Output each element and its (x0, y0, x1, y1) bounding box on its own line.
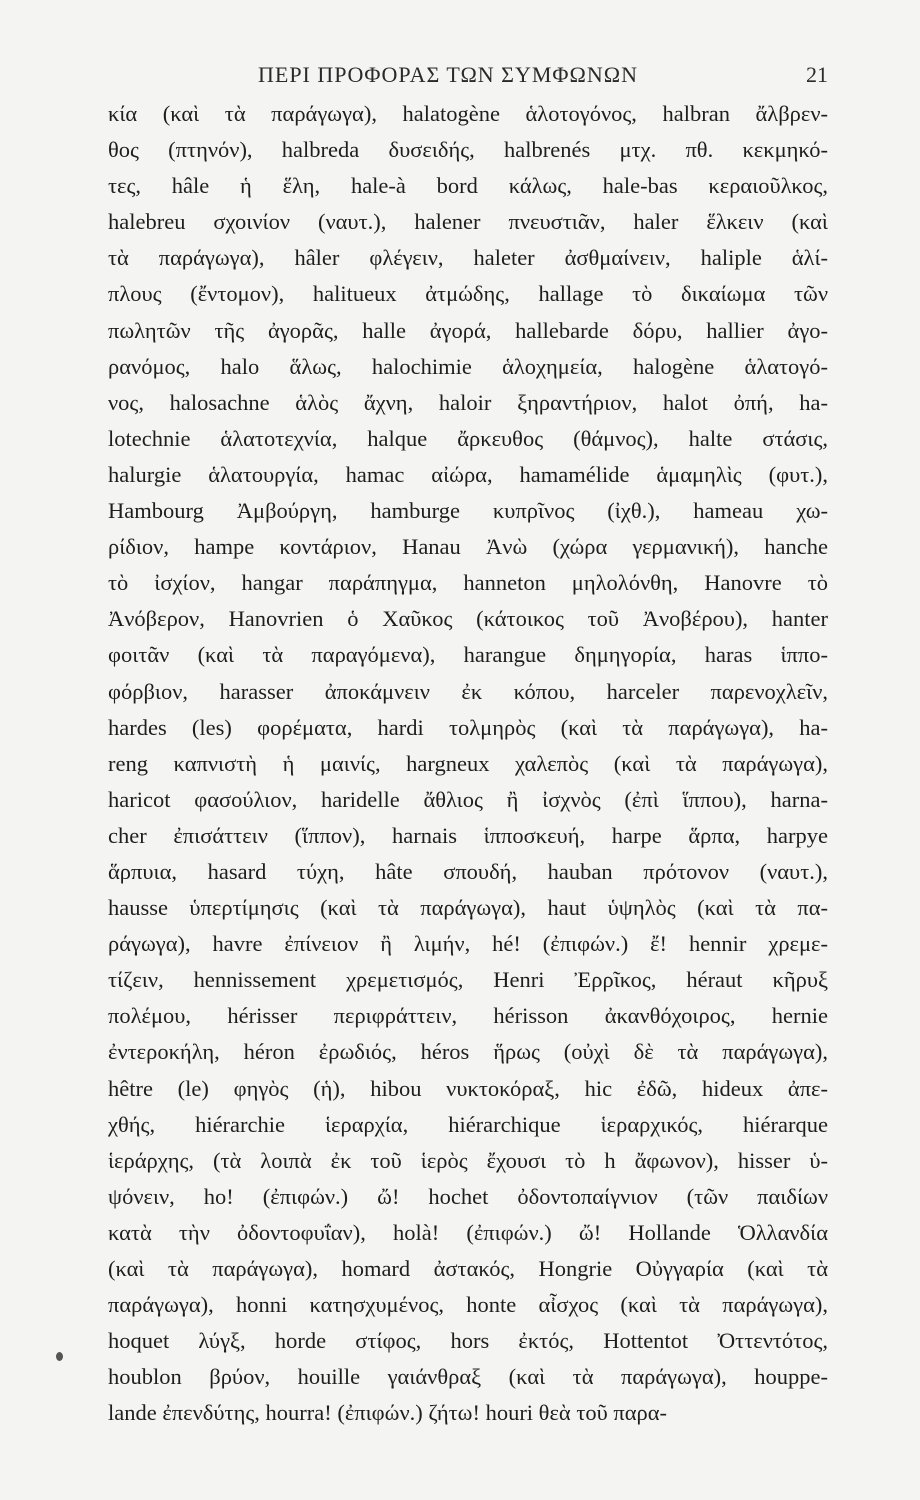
text-line: χθής, hiérarchie ἱεραρχία, hiérarchique ἱεραρχικός, hiérarque (108, 1111, 828, 1137)
text-line: hardes (les) φορέματα, hardi τολμηρὸς (καὶ τὰ παράγωγα), ha- (108, 714, 828, 740)
ink-speck (56, 1352, 63, 1361)
text-line: τὸ ἰσχίον, hangar παράπηγμα, hanneton μηλολόνθη, Hanovre τὸ (108, 570, 828, 596)
text-line: lotechnie ἁλατοτεχνία, halque ἄρκευθος (θάμνος), halte στάσις, (108, 425, 828, 451)
text-line: νος, halosachne ἁλὸς ἄχνη, haloir ξηραντήριον, halot ὀπή, ha- (108, 389, 828, 415)
text-line: reng καπνιστὴ ἡ μαινίς, hargneux χαλεπὸς (καὶ τὰ παράγωγα), (108, 750, 828, 776)
text-line: halurgie ἁλατουργία, hamac αἰώρα, hamamélide ἁμαμηλὶς (φυτ.), (108, 461, 828, 487)
text-line: Hambourg Ἀμβούργη, hamburge κυπρῖνος (ἰχθ.), hameau χω- (108, 498, 828, 524)
text-line: τες, hâle ἡ ἕλη, hale-à bord κάλως, hale-bas κεραιοῦλκος, (108, 173, 828, 199)
text-line: τίζειν, hennissement χρεμετισμός, Henri Ἐρρῖκος, héraut κῆρυξ (108, 967, 828, 993)
text-line: hausse ὑπερτίμησις (καὶ τὰ παράγωγα), haut ὑψηλὸς (καὶ τὰ πα- (108, 895, 828, 921)
text-line: τὰ παράγωγα), hâler φλέγειν, haleter ἀσθμαίνειν, haliple ἁλί- (108, 245, 828, 271)
text-line: πωλητῶν τῆς ἀγορᾶς, halle ἀγορά, hallebarde δόρυ, hallier ἀγο- (108, 317, 828, 343)
dictionary-text-body (108, 96, 828, 1431)
text-line: ρανόμος, halo ἅλως, halochimie ἁλοχημεία, halogène ἁλατογό- (108, 353, 828, 379)
running-title: ΠΕΡΙ ΠΡΟΦΟΡΑΣ ΤΩΝ ΣΥΜΦΩΝΩΝ (258, 62, 638, 87)
text-line: πολέμου, hérisser περιφράττειν, hérisson ἀκανθόχοιρος, hernie (108, 1003, 828, 1029)
text-line: κία (καὶ τὰ παράγωγα), halatogène ἁλοτογόνος, halbran ἄλβρεν- (108, 101, 828, 126)
text-line: ἅρπυια, hasard τύχη, hâte σπουδή, hauban πρότονον (ναυτ.), (108, 858, 828, 884)
text-line: ἱεράρχης, (τὰ λοιπὰ ἐκ τοῦ ἱερὸς ἔχουσι τὸ h ἄφωνον), hisser ὑ- (108, 1147, 828, 1173)
text-line: haricot φασούλιον, haridelle ἄθλιος ἢ ἰσχνὸς (ἐπὶ ἵππου), harna- (108, 786, 828, 812)
text-line: houblon βρύον, houille γαιάνθραξ (καὶ τὰ παράγωγα), houppe- (108, 1364, 828, 1390)
page-header (108, 62, 828, 98)
text-line: πλους (ἔντομον), halitueux ἀτμώδης, hallage τὸ δικαίωμα τῶν (108, 281, 828, 307)
text-line: Ἀνόβερον, Hanovrien ὁ Χαῦκος (κάτοικος τοῦ Ἀνοβέρου), hanter (108, 606, 828, 632)
text-line: θος (πτηνόν), halbreda δυσειδής, halbrenés μτχ. πθ. κεκμηκό- (108, 137, 828, 163)
text-line: lande ἐπενδύτης, hourra! (ἐπιφών.) ζήτω! houri θεὰ τοῦ παρα- (108, 1400, 668, 1426)
text-line: φοιτᾶν (καὶ τὰ παραγόμενα), harangue δημηγορία, haras ἱππο- (108, 642, 828, 668)
text-line: κατὰ τὴν ὀδοντοφυΐαν), holà! (ἐπιφών.) ὤ! Hollande Ὁλλανδία (108, 1219, 828, 1245)
page-number: 21 (806, 62, 828, 87)
text-line: ἐντεροκήλη, héron ἐρωδιός, héros ἥρως (οὐχὶ δὲ τὰ παράγωγα), (108, 1039, 828, 1065)
text-line: ράγωγα), havre ἐπίνειον ἢ λιμήν, hé! (ἐπιφών.) ἔ! hennir χρεμε- (108, 931, 828, 957)
text-line: cher ἐπισάττειν (ἵππον), harnais ἱπποσκευή, harpe ἅρπα, harpye (108, 822, 828, 848)
text-line: ψόνειν, ho! (ἐπιφών.) ὤ! hochet ὀδοντοπαίγνιον (τῶν παιδίων (108, 1183, 828, 1209)
text-line: ρίδιον, hampe κοντάριον, Hanau Ἀνὼ (χώρα γερμανική), hanche (108, 534, 828, 560)
text-line: φόρβιον, harasser ἀποκάμνειν ἐκ κόπου, harceler παρενοχλεῖν, (108, 678, 828, 704)
text-line: halebreu σχοινίον (ναυτ.), halener πνευστιᾶν, haler ἕλκειν (καὶ (108, 209, 828, 235)
text-line: hêtre (le) φηγὸς (ἡ), hibou νυκτοκόραξ, hic ἐδῶ, hideux ἀπε- (108, 1075, 828, 1101)
text-line: παράγωγα), honni κατησχυμένος, honte αἶσχος (καὶ τὰ παράγωγα), (108, 1292, 828, 1318)
text-line: (καὶ τὰ παράγωγα), homard ἀστακός, Hongrie Οὐγγαρία (καὶ τὰ (108, 1256, 828, 1281)
text-line: hoquet λύγξ, horde στίφος, hors ἐκτός, Hottentot Ὀττεντότος, (108, 1328, 828, 1354)
